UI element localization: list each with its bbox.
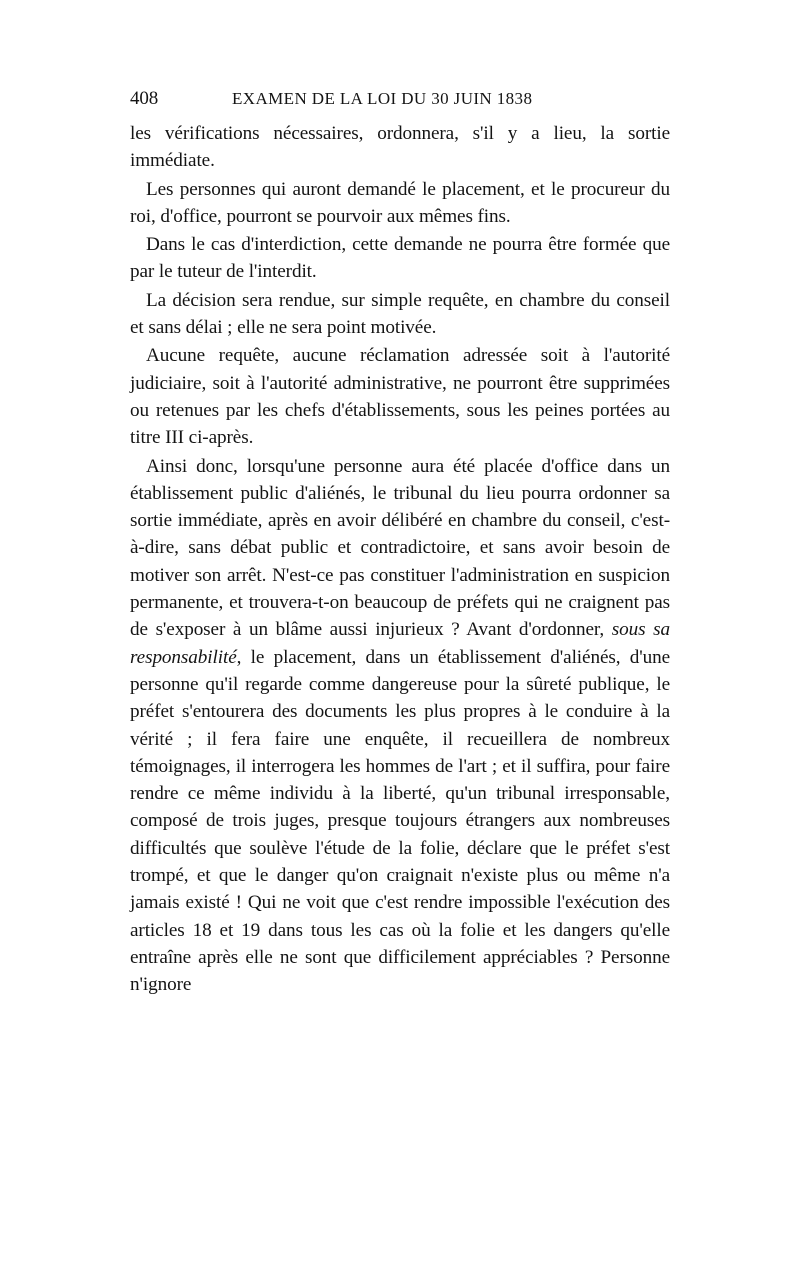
paragraph: Dans le cas d'interdiction, cette demande ne pourra être formée que par le tuteur de l'interdit. — [130, 234, 670, 283]
running-title: EXAMEN DE LA LOI DU 30 JUIN 1838 — [232, 89, 533, 108]
paragraph: Aucune requête, aucune réclamation adressée soit à l'autorité judiciaire, soit à l'autorité administrative, ne pourront être supprimées ou retenues par les chefs d'établissements, sous les peines portées au titre III ci-après. — [130, 345, 670, 449]
italic-phrase: sous sa responsabilité — [130, 619, 670, 668]
paragraph: Les personnes qui auront demandé le placement, et le procureur du roi, d'office, pourront se pourvoir aux mêmes fins. — [130, 178, 670, 227]
book-page — [130, 88, 670, 999]
paragraph-commentary — [130, 453, 670, 999]
paragraph: La décision sera rendue, sur simple requête, en chambre du conseil et sans délai ; elle ne sera point motivée. — [130, 289, 670, 339]
body-text — [130, 120, 670, 999]
running-header — [130, 88, 670, 118]
page-number: 408 — [130, 88, 159, 109]
commentary-text-end: , le placement, dans un établissement d'aliénés, d'une personne qu'il regarde comme dangereuse pour la sûreté publique, le préfet s'entourera des documents les plus propres à le conduire à la vérité ; il fera faire une enquête, il recueillera de nombreux témoignages, il interrogera les hommes de l'art ; et il suffira, pour faire rendre ce même individu à la liberté, qu'un tribunal irresponsable, composé de trois juges, presque toujours étrangers aux nombreuses difficultés que soulève l'étude de la folie, déclare que le préfet s'est trompé, et que le danger qu'on craignait n'existe plus ou même n'a jamais existé ! Qui ne voit que c'est rendre impossible l'exécution des articles 18 et 19 dans tous les cas où la folie et les dangers qu'elle entraîne après elle ne sont que difficilement appréciables ? Personne n'ignore — [130, 646, 670, 996]
commentary-text-start: Ainsi donc, lorsqu'une personne aura été placée d'office dans un établissement public d'aliénés, le tribunal du lieu pourra ordonner sa sortie immédiate, après en avoir délibéré en chambre du conseil, c'est-à-dire, sans débat public et contradictoire, et sans avoir besoin de motiver son arrêt. N'est-ce pas constituer l'administration en suspicion permanente, et trouvera-t-on beaucoup de préfets qui ne craignent pas de s'exposer à un blâme aussi injurieux ? Avant d'ordonner, — [130, 455, 670, 641]
paragraph-continued: les vérifications nécessaires, ordonnera, s'il y a lieu, la sortie immédiate. — [130, 123, 670, 172]
